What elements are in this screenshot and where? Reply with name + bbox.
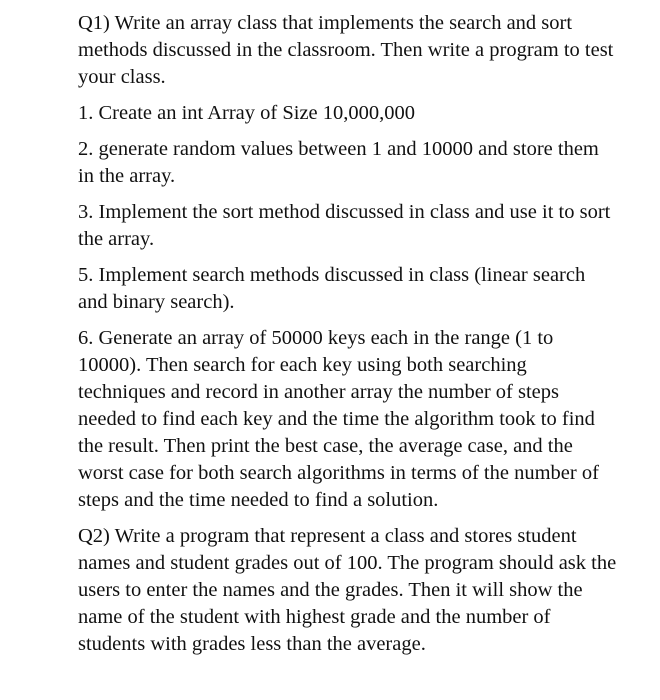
q1-step-1: 1. Create an int Array of Size 10,000,000 <box>78 102 416 124</box>
q1-step-3: 3. Implement the sort method discussed in class and use it to sort the array. <box>78 201 611 250</box>
q1-prompt: Q1) Write an array class that implements the search and sort methods discussed in the classroom. Then write a program to test your class. <box>78 12 614 88</box>
q1-step-2: 2. generate random values between 1 and 10000 and store them in the array. <box>78 138 599 187</box>
assignment-document <box>78 10 618 667</box>
q1-step-6: 6. Generate an array of 50000 keys each in the range (1 to 10000). Then search for each key using both searching techniques and record in another array the number of steps needed to find each key and the time the algorithm took to find the result. Then print the best case, the average case, and the worst case for both search algorithms in terms of the number of steps and the time needed to find a solution. <box>78 327 599 511</box>
q2-prompt: Q2) Write a program that represent a class and stores student names and student grades out of 100. The program should ask the users to enter the names and the grades. Then it will show the name of the student with highest grade and the number of students with grades less than the average. <box>78 525 617 655</box>
q1-step-5: 5. Implement search methods discussed in class (linear search and binary search). <box>78 264 586 313</box>
